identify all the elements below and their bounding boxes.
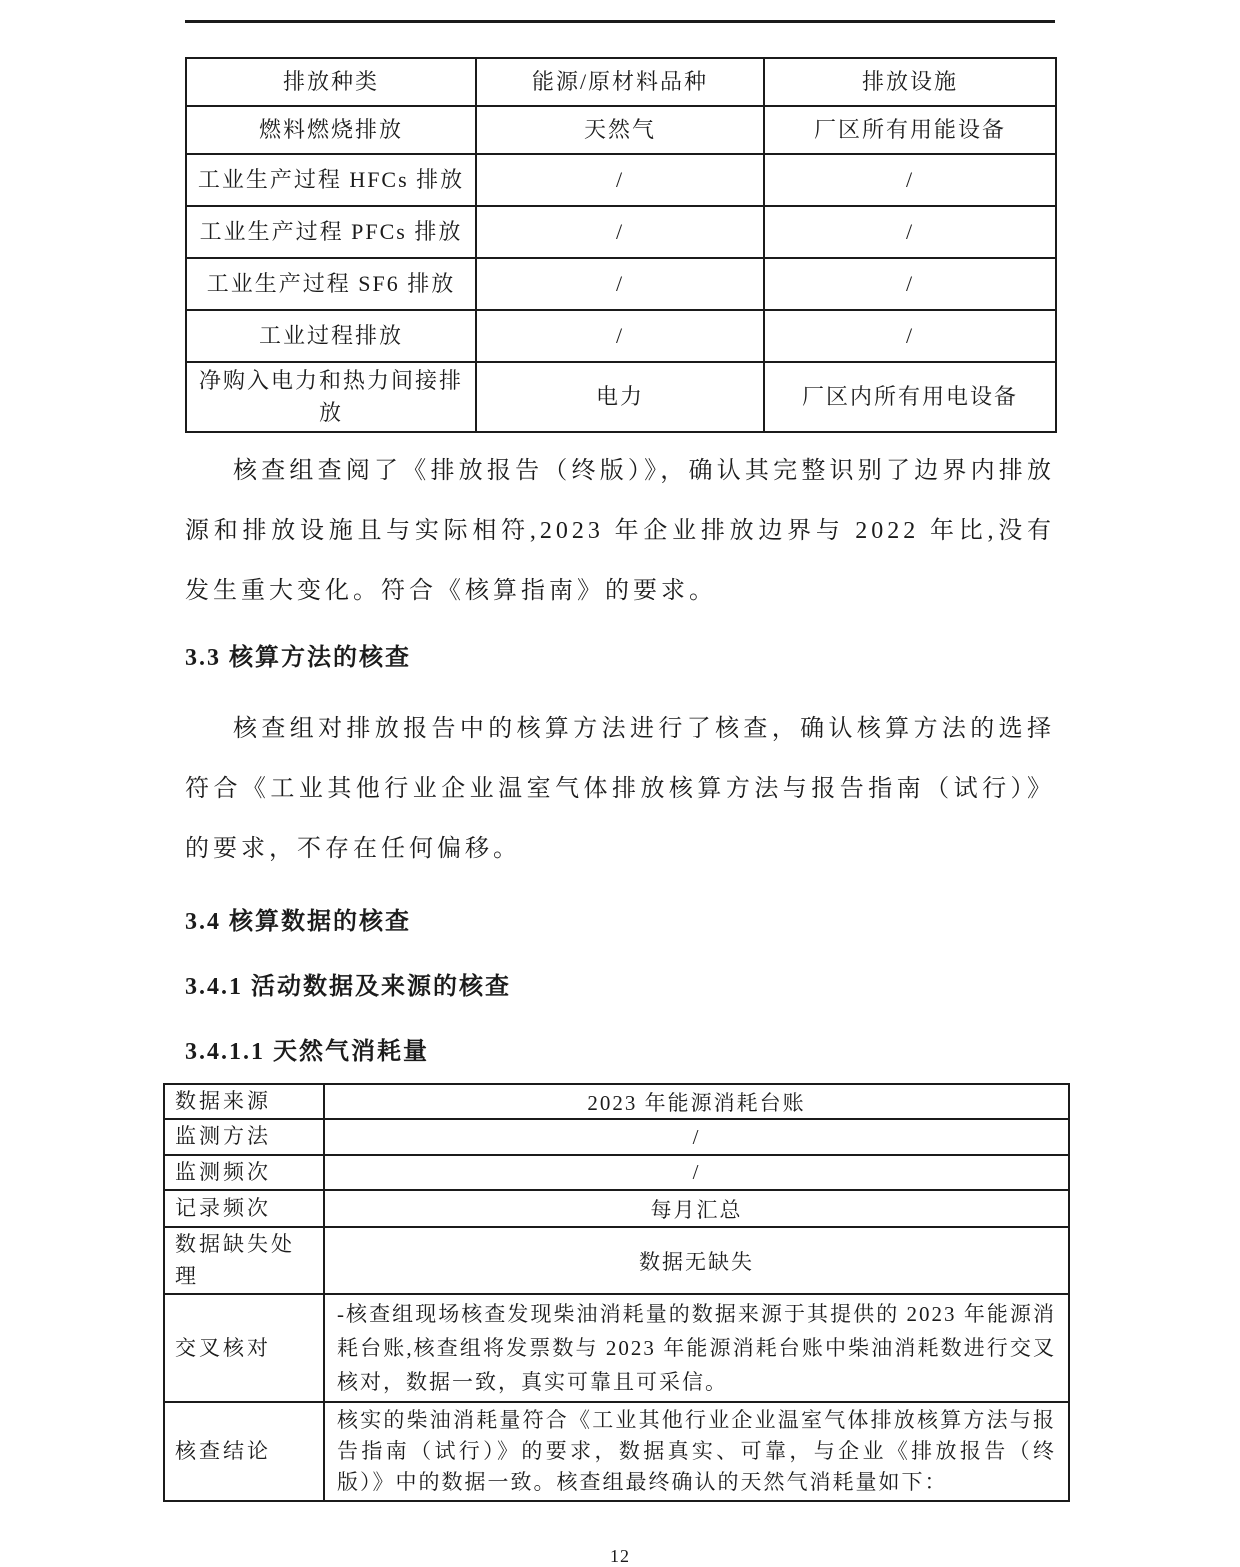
table-cell: /	[764, 154, 1056, 206]
table-cell: 厂区所有用能设备	[764, 106, 1056, 154]
table-cell: /	[476, 206, 764, 258]
table-cell: /	[764, 310, 1056, 362]
table-cell: 燃料燃烧排放	[186, 106, 476, 154]
table-row	[164, 1119, 1069, 1155]
page-number: 12	[610, 1546, 630, 1567]
table-cell: /	[764, 206, 1056, 258]
table-row	[186, 154, 1056, 206]
heading-3-3: 3.3 核算方法的核查	[185, 644, 411, 671]
table-row	[164, 1227, 1069, 1294]
page-content	[175, 20, 1056, 1567]
column-header: 排放设施	[764, 58, 1056, 106]
row-label: 监测频次	[164, 1155, 324, 1191]
table-row	[186, 310, 1056, 362]
table-cell: /	[476, 154, 764, 206]
row-value: 每月汇总	[324, 1190, 1069, 1227]
table-cell: /	[476, 258, 764, 310]
row-value: -核查组现场核查发现柴油消耗量的数据来源于其提供的 2023 年能源消耗台账,核查组将发票数与 2023 年能源消耗台账中柴油消耗数进行交叉核对，数据一致，真实可靠且可采信。	[324, 1294, 1069, 1402]
row-label: 数据缺失处理	[164, 1227, 324, 1294]
emission-source-table	[185, 57, 1057, 433]
row-value: 2023 年能源消耗台账	[324, 1084, 1069, 1120]
row-value: /	[324, 1155, 1069, 1191]
table-cell: /	[476, 310, 764, 362]
table-cell: 工业生产过程 PFCs 排放	[186, 206, 476, 258]
column-header: 能源/原材料品种	[476, 58, 764, 106]
table-cell: 工业过程排放	[186, 310, 476, 362]
paragraph-method-review: 核查组对排放报告中的核算方法进行了核查，确认核算方法的选择符合《工业其他行业企业温室气体排放核算方法与报告指南（试行）》的要求，不存在任何偏移。	[185, 715, 1055, 862]
table-cell: 工业生产过程 SF6 排放	[186, 258, 476, 310]
row-label: 交叉核对	[164, 1294, 324, 1402]
table-row	[186, 106, 1056, 154]
natural-gas-data-table	[163, 1083, 1070, 1503]
row-label: 记录频次	[164, 1190, 324, 1227]
column-header: 排放种类	[186, 58, 476, 106]
emission-table-header-row	[186, 58, 1056, 106]
heading-3-4: 3.4 核算数据的核查	[185, 908, 411, 935]
table-row	[164, 1294, 1069, 1402]
table-row	[164, 1084, 1069, 1120]
table-cell: 电力	[476, 362, 764, 432]
table-row	[186, 206, 1056, 258]
table-row	[164, 1190, 1069, 1227]
row-value: 数据无缺失	[324, 1227, 1069, 1294]
row-value: /	[324, 1119, 1069, 1155]
header-rule	[185, 20, 1055, 23]
table-cell: /	[764, 258, 1056, 310]
row-label: 核查结论	[164, 1402, 324, 1501]
heading-3-4-1-1: 3.4.1.1 天然气消耗量	[185, 1038, 429, 1065]
table-row	[186, 362, 1056, 432]
table-row	[164, 1155, 1069, 1191]
table-cell: 天然气	[476, 106, 764, 154]
table-cell: 厂区内所有用电设备	[764, 362, 1056, 432]
natural-gas-table-body	[164, 1084, 1069, 1502]
emission-table-body	[186, 106, 1056, 432]
row-label: 监测方法	[164, 1119, 324, 1155]
table-cell: 净购入电力和热力间接排放	[186, 362, 476, 432]
row-value: 核实的柴油消耗量符合《工业其他行业企业温室气体排放核算方法与报告指南（试行）》的要求，数据真实、可靠，与企业《排放报告（终版）》中的数据一致。核查组最终确认的天然气消耗量如下：	[324, 1402, 1069, 1501]
table-row	[186, 258, 1056, 310]
paragraph-boundary-review: 核查组查阅了《排放报告（终版）》，确认其完整识别了边界内排放源和排放设施且与实际相符,2023 年企业排放边界与 2022 年比,没有发生重大变化。符合《核算指南》的要求。	[185, 457, 1055, 604]
table-row	[164, 1402, 1069, 1501]
heading-3-4-1: 3.4.1 活动数据及来源的核查	[185, 973, 511, 1000]
row-label: 数据来源	[164, 1084, 324, 1120]
table-cell: 工业生产过程 HFCs 排放	[186, 154, 476, 206]
